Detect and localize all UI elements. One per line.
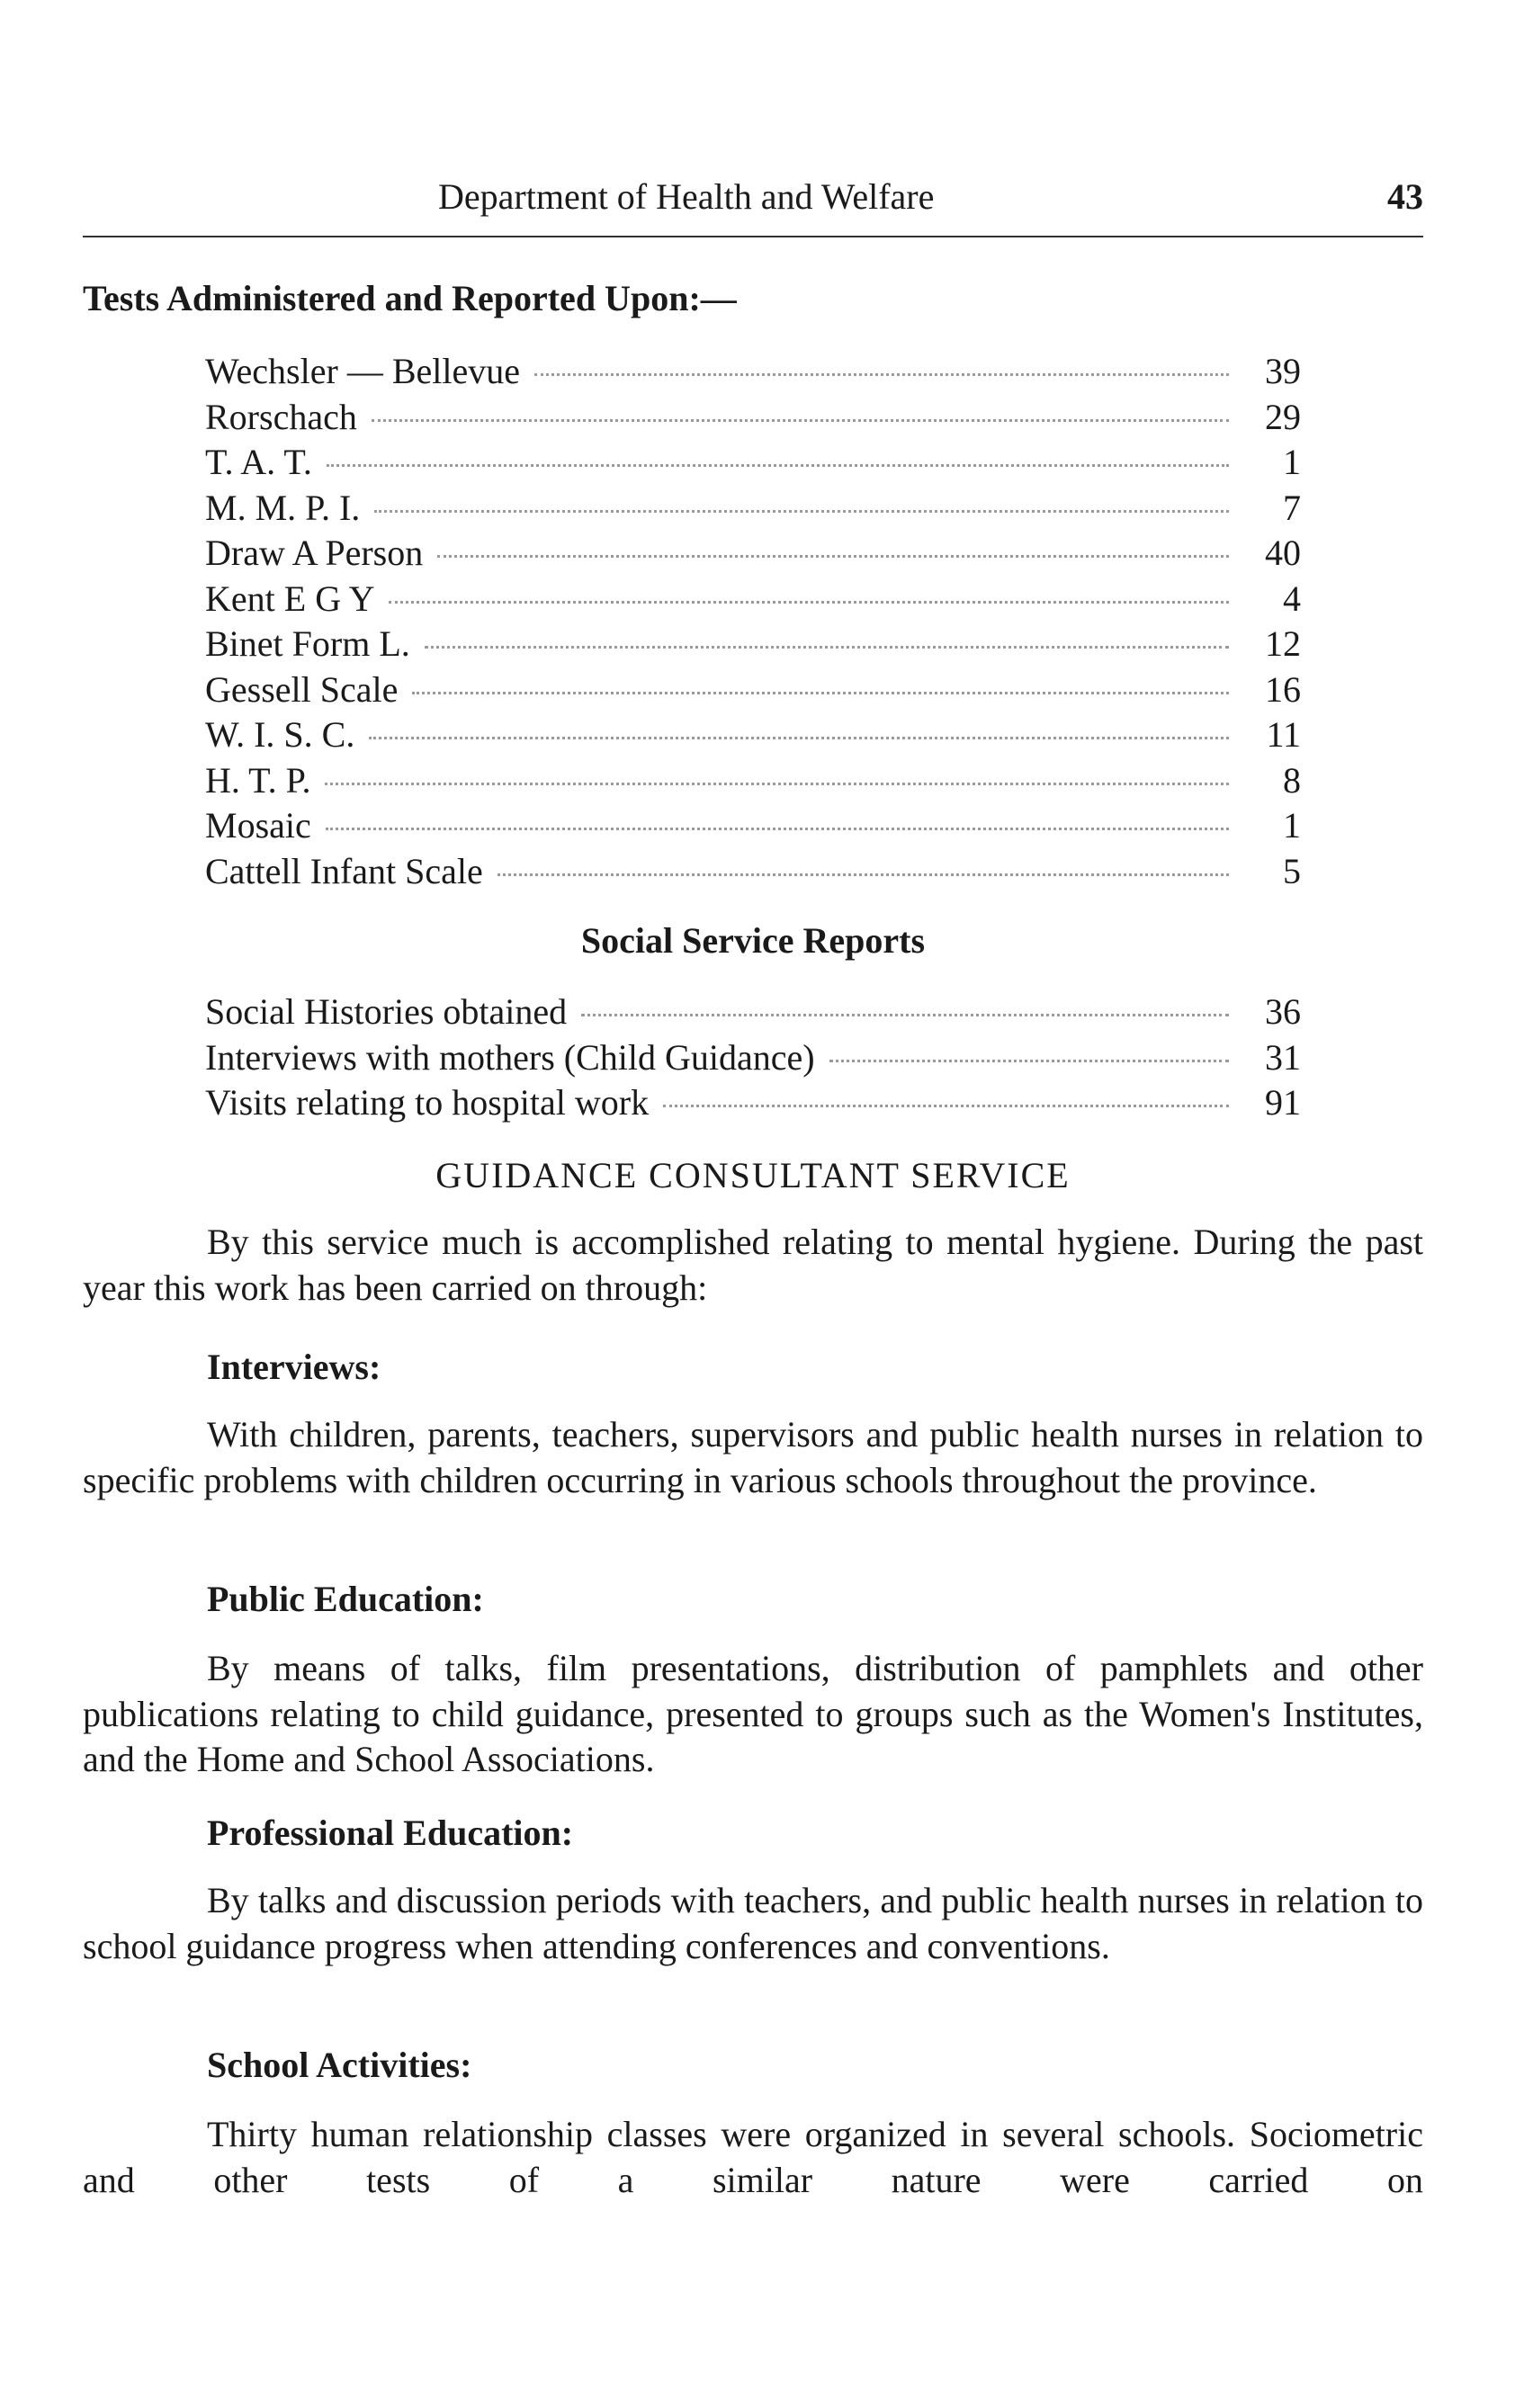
social-list bbox=[205, 990, 1301, 1127]
list-item: H. T. P. 8 bbox=[205, 759, 1301, 801]
page-number: 43 bbox=[1387, 176, 1423, 217]
list-item: Mosaic 1 bbox=[205, 805, 1301, 846]
interviews-heading: Interviews: bbox=[207, 1347, 381, 1387]
list-item: Visits relating to hospital work 91 bbox=[205, 1082, 1301, 1123]
public-education-heading: Public Education: bbox=[207, 1579, 484, 1619]
list-item: Rorschach 29 bbox=[205, 396, 1301, 437]
professional-education-heading: Professional Education: bbox=[207, 1813, 574, 1853]
tests-list bbox=[205, 350, 1301, 895]
header-rule bbox=[83, 236, 1423, 237]
list-item: W. I. S. C. 11 bbox=[205, 714, 1301, 755]
guidance-intro: By this service much is accomplished relating to mental hygiene. During the past year this work has been carried on through: bbox=[83, 1222, 1423, 1308]
interviews-text: With children, parents, teachers, supervisors and public health nurses in relation to specific problems with children occurring in various schools throughout the province. bbox=[83, 1414, 1423, 1500]
list-item: T. A. T. 1 bbox=[205, 442, 1301, 482]
public-education-text: By means of talks, film presentations, distribution of pamphlets and other publications relating to child guidance, presented to groups such as the Women's Institutes, and the Home and School Associations. bbox=[83, 1648, 1423, 1779]
list-item: Interviews with mothers (Child Guidance) 31 bbox=[205, 1036, 1301, 1078]
list-item: Wechsler — Bellevue 39 bbox=[205, 351, 1301, 391]
school-activities-text: Thirty human relationship classes were organized in several schools. Sociometric and other tests of a similar nature were carried on bbox=[83, 2114, 1423, 2200]
tests-heading: Tests Administered and Reported Upon:— bbox=[83, 278, 737, 318]
running-header bbox=[83, 175, 1423, 229]
list-item: Draw A Person 40 bbox=[205, 533, 1301, 573]
header-title: Department of Health and Welfare bbox=[438, 176, 935, 217]
list-item: Gessell Scale 16 bbox=[205, 668, 1301, 710]
list-item: Binet Form L. 12 bbox=[205, 623, 1301, 664]
list-item: Kent E G Y 4 bbox=[205, 577, 1301, 619]
guidance-heading: GUIDANCE CONSULTANT SERVICE bbox=[435, 1155, 1071, 1195]
list-item: M. M. P. I. 7 bbox=[205, 487, 1301, 528]
social-heading: Social Service Reports bbox=[580, 920, 926, 961]
professional-education-text: By talks and discussion periods with teachers, and public health nurses in relation to school guidance progress when attending conferences and conventions. bbox=[83, 1880, 1423, 1966]
list-item: Social Histories obtained 36 bbox=[205, 991, 1301, 1032]
list-item: Cattell Infant Scale 5 bbox=[205, 850, 1301, 891]
school-activities-heading: School Activities: bbox=[207, 2045, 472, 2085]
